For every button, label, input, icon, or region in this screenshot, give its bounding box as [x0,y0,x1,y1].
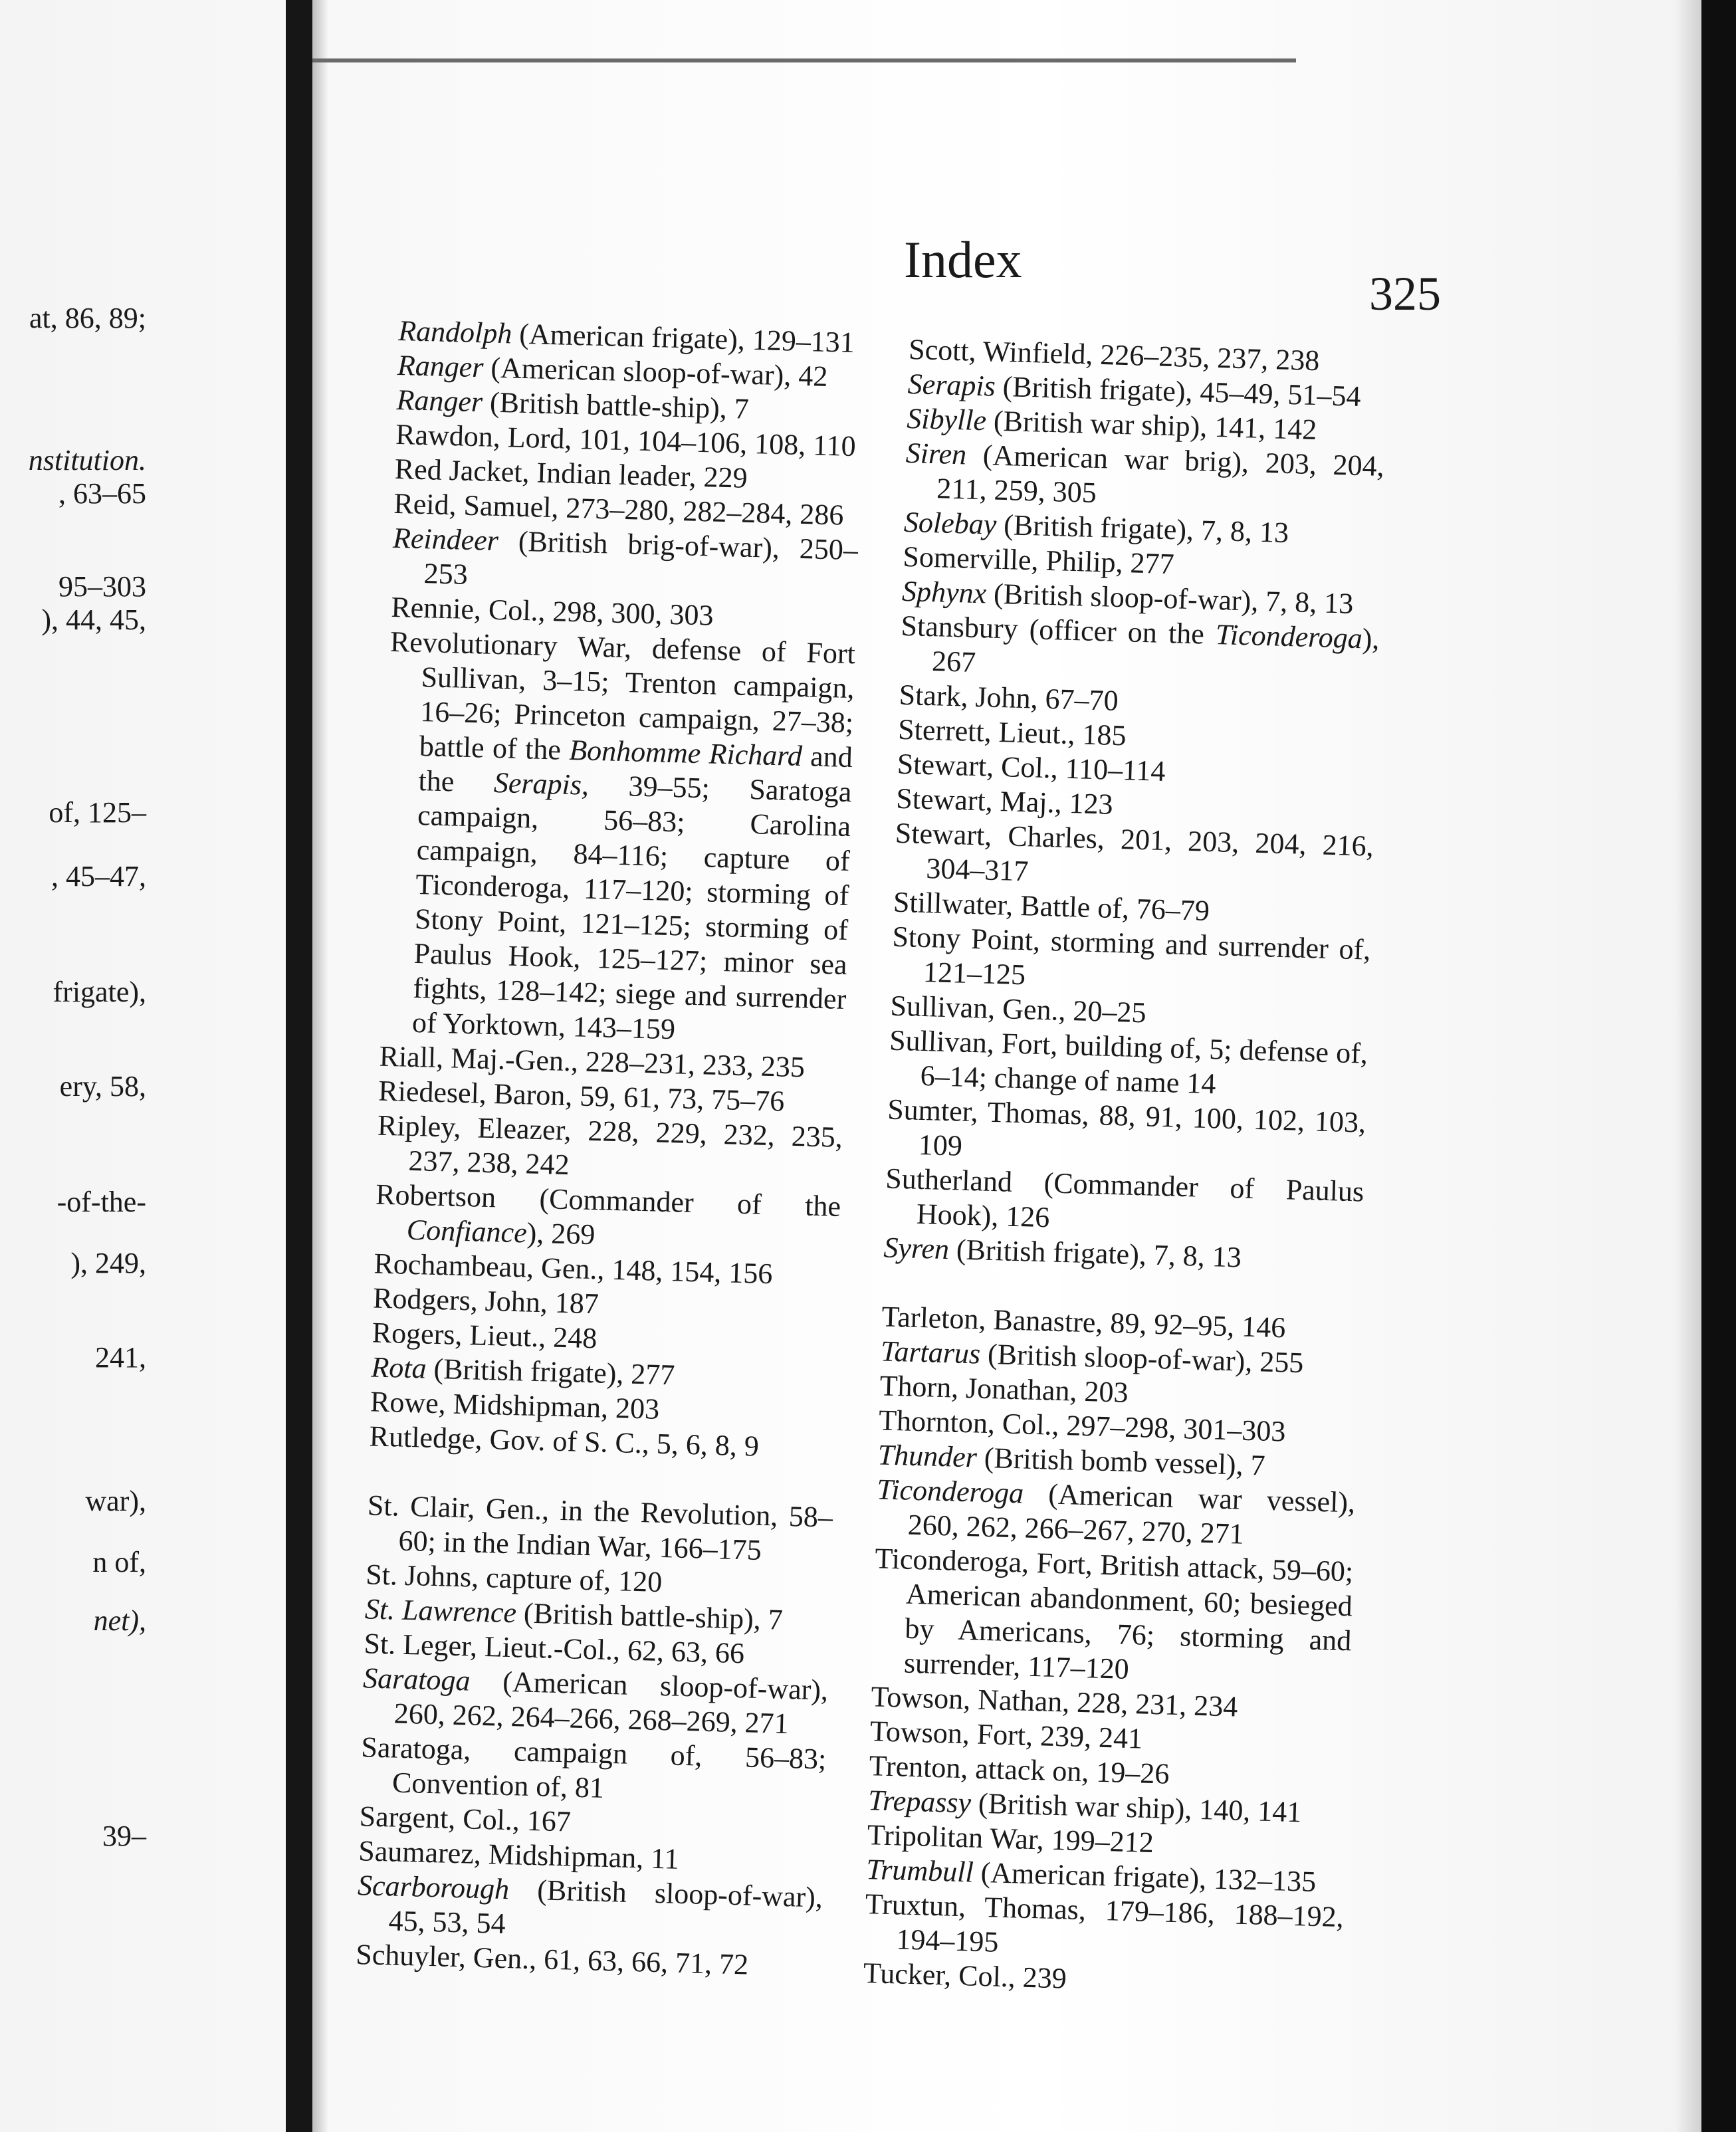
left-fragment-line: nstitution. [28,444,146,477]
index-entry-heading: Trumbull [865,1853,974,1889]
index-entry-heading: Scott, Winfield, [908,332,1094,371]
index-entry-locators: 203 [607,1391,660,1426]
index-entry [391,521,858,602]
index-entry-locators: 61, 63, 66, 71, 72 [536,1943,749,1981]
left-fragment-line: war), [85,1485,146,1517]
index-entry-locators: (British battle-ship), 7 [516,1596,784,1636]
index-entry-heading: Tartarus [880,1334,981,1370]
index-entry [886,1093,1366,1175]
index-entry-heading: Stillwater, [893,885,1014,922]
index-entry-text: ), 267 [931,622,1380,679]
index-entry-locators: 239 [1015,1961,1067,1995]
index-entry-locators: (British frigate), 7, 8, 13 [996,508,1289,550]
index-entry-heading: Stony Point, [891,920,1041,957]
index-entry-locators: (British sloop-of-war), 7, 8, 13 [986,577,1354,620]
left-fragment-line: 39– [102,1820,146,1852]
index-entry-heading: Stewart, Charles, [895,816,1105,855]
book-gutter [286,0,312,2132]
index-entry-heading: Tucker, Col., [863,1957,1016,1994]
left-fragment-line: of, 125– [49,796,146,829]
index-entry-heading: Sumter, Thomas, [887,1093,1090,1132]
index-entry [380,625,855,1051]
index-entry [360,1730,826,1811]
index-entry-locators: 228–231, 233, 235 [578,1045,806,1084]
index-entry [362,1661,828,1742]
index-entry-heading: Saratoga [362,1661,471,1697]
index-entry-locators: 228, 229, 232, 235, 237, 238, 242 [408,1114,843,1182]
index-entry-locators: 187 [547,1286,599,1321]
index-entry-locators: (American sloop-of-war), 42 [483,351,828,393]
index-entry-heading: Ticonderoga, Fort, [874,1542,1093,1581]
index-entry-locators: 239, 241 [1032,1719,1143,1755]
index-entry-heading: Thunder [877,1438,978,1474]
index-entry-locators: (British battle-ship), 7 [482,385,750,425]
left-fragment-line: 241, [95,1341,146,1374]
index-entry-locators: 226–235, 237, 238 [1092,338,1321,377]
index-entry-locators: (American war vessel), 260, 262, 266–267, 270, 271 [907,1477,1356,1550]
index-entry-heading: Sutherland [885,1162,1013,1198]
index-entry-locators: (British brig-of-war), 250–253 [423,524,859,591]
index-entry-locators: 110–114 [1057,752,1166,788]
index-entry-locators: 5, 6, 8, 9 [649,1427,760,1463]
index-entry-heading: Rennie, Col., [390,590,546,627]
index-entry-heading: Reid, Samuel, [393,486,560,524]
index-entry-locators: (British war ship), 140, 141 [970,1786,1302,1829]
index-entry-text: Bonhomme Richard [568,733,803,773]
index-entry-heading: Rochambeau, Gen., [373,1247,605,1286]
page-title: Index [904,231,1022,288]
index-entry-heading: St. Lawrence [364,1592,517,1630]
index-entry-heading: Stark, John, [899,678,1039,715]
index-entry [875,1472,1356,1554]
index-entry-locators: storming and surrender of, 121–125 [922,924,1372,992]
index-entry-locators: (American sloop-of-war), 260, 262, 264–266, 268–269, 271 [393,1664,829,1741]
index-entry-heading: Randolph [397,314,513,350]
index-entry [899,609,1380,691]
index-entry-locators: 67–70 [1037,682,1119,717]
index-entry-heading: Trepassy [867,1784,972,1820]
index-entry-heading: Ripley, Eleazer, [377,1109,572,1147]
index-entry-heading: Tarleton, Banastre, [881,1300,1104,1339]
index-entry-locators: (American frigate), 132–135 [973,1856,1317,1898]
index-entry-heading: Ranger [397,348,485,384]
index-entry-locators: 199–212 [1043,1823,1154,1860]
index-entry-heading: Stewart, Col., [897,747,1059,785]
index-column-left [356,314,864,1984]
index-entry-text: Confiance [406,1213,528,1249]
index-entry-heading: Ticonderoga [876,1473,1024,1510]
right-scan-border [1701,0,1736,2132]
left-fragment-line: -of-the- [56,1186,146,1218]
index-entry-heading: Saumarez, Midshipman, [358,1834,644,1875]
index-entry [894,816,1374,899]
index-entry-locators: (American war brig), 203, 204, 211, 259, 305 [936,438,1385,509]
index-entry-heading: Sterrett, Lieut., [897,712,1076,751]
index-entry [905,436,1385,518]
index-entry-locators: 59, 61, 73, 75–76 [572,1079,785,1118]
index-entry-text: defense of Fort Sullivan, 3–15; Trenton campaign, 16–26; Princeton campaign, 27–38; battle of the [419,631,856,766]
index-entry-text: 39–55; Saratoga campaign, 56–83; Carolina campaign, 84–116; capture of Ticonderoga, 117–120; storming of Stony Point, 121–125; storming of Paulus Hook, 125–127; minor sea fights, 128–142; siege and surrender of Yorktown, 143–159 [411,768,853,1046]
index-entry-locators: (British bomb vessel), 7 [976,1441,1266,1482]
index-entry-locators: (British sloop-of-war), 45, 53, 54 [388,1873,823,1941]
index-entry-locators: 298, 300, 303 [544,594,714,632]
index-entry-locators: capture of, 120 [478,1560,663,1599]
page-number: 325 [1369,267,1441,320]
index-entry-heading: Stewart, Maj., [895,782,1063,819]
index-entry-text: (officer on the [1017,612,1216,651]
index-entry-heading: Towson, Nathan, [870,1680,1070,1719]
index-entry-heading: Sphynx [901,574,987,610]
index-entry-locators: 123 [1061,786,1114,821]
index-entry-heading: Sibylle [906,401,987,437]
index-entry-heading: Riedesel, Baron, [378,1074,573,1113]
index-entry-heading: Saratoga, [360,1731,472,1766]
index-entry-heading: Riall, Maj.-Gen., [379,1039,579,1078]
index-entry-locators: (British war ship), 141, 142 [986,404,1317,447]
index-entry-heading: Rutledge, Gov. of S. C., [369,1420,650,1460]
index-entry-heading: St. Clair, Gen., [367,1489,550,1527]
left-fragment-line: ), 249, [70,1247,146,1279]
left-fragment-line: , 45–47, [51,860,146,893]
index-entry-heading: Sullivan, Gen., [890,989,1067,1027]
index-entry [888,1023,1368,1106]
index-entry-heading: Schuyler, Gen., [355,1938,537,1976]
index-entry-locators: attack on, 19–26 [967,1752,1170,1790]
index-entry [376,1109,843,1190]
index-entry-locators: 277 [1122,546,1175,581]
index-entry-heading: Stansbury [900,609,1019,645]
index-entry-locators: 11 [643,1842,680,1875]
index-entry [366,1488,833,1569]
index-entry-locators: (British frigate), 277 [425,1352,676,1392]
index-entry-text: and the [417,740,853,799]
index-entry-locators: 228, 231, 234 [1069,1685,1238,1723]
index-entry-locators: 201, 203, 204, 216, 304–317 [925,822,1374,888]
index-entry-locators: 185 [1074,718,1127,752]
index-entry-heading: Solebay [903,505,997,541]
index-entry-heading: Somerville, Philip, [902,540,1124,580]
index-entry-heading: Serapis [907,367,996,403]
index-entry [356,1868,823,1949]
index-entry-heading: Sargent, Col., [359,1800,520,1837]
left-fragment-line: 95–303 [58,570,146,603]
index-entry-heading: Siren [905,436,967,471]
index-entry-locators: in the Revolution, 58–60; in the Indian War, 166–175 [398,1493,833,1566]
index-entry-locators: building of, 5; defense of, 6–14; change of name 14 [920,1028,1368,1101]
index-entry-heading: Rodgers, John, [372,1281,548,1319]
index-column-right [863,332,1387,2004]
index-entry-locators: British attack, 59–60; American abandonment, 60; besieged by Americans, 76; storming and surrender, 117–120 [903,1548,1354,1686]
left-fragment-line: ), 44, 45, [41,603,146,636]
index-entry-locators: Battle of, 76–79 [1012,889,1210,927]
index-entry-heading: Reindeer [392,521,499,558]
index-entry [891,920,1371,1002]
index-entry-locators: 88, 91, 100, 102, 103, 109 [918,1099,1366,1162]
index-entry [871,1541,1354,1693]
index-entry-locators: 273–280, 282–284, 286 [558,491,845,532]
index-entry-heading: Scarborough [357,1869,510,1906]
left-fragment-line: , 63–65 [58,477,146,510]
index-entry-locators: 203 [1076,1374,1129,1409]
index-entry-locators: 148, 154, 156 [603,1253,774,1291]
index-entry-locators: 20–25 [1065,994,1147,1029]
index-entry-heading: Rowe, Midshipman, [370,1385,609,1424]
index-entry-locators: 101, 104–106, 108, 110 [571,422,857,463]
index-entry-locators: (Commander of Paulus Hook), 126 [916,1165,1364,1234]
gutter-shadow [312,0,328,2132]
index-entry-heading: Robertson [375,1178,496,1214]
top-edge-rule [312,58,1296,62]
left-page-fragment [0,0,286,2132]
index-entry-text: Serapis, [493,766,590,801]
index-entry-heading: Red Jacket, [394,452,530,489]
left-fragment-line: at, 86, 89; [29,302,146,334]
index-entry-text: (Commander of the [495,1181,841,1223]
left-fragment-line: ery, 58, [59,1070,146,1103]
index-entry-locators: (British frigate), 7, 8, 13 [948,1233,1242,1274]
index-entry [374,1178,841,1259]
index-entry-locators: 297–298, 301–303 [1058,1408,1287,1448]
index-entry-heading: Rawdon, Lord, [395,417,572,455]
index-entry-heading: Rogers, Lieut., [372,1316,546,1354]
index-entry-locators: (British sloop-of-war), 255 [980,1337,1305,1380]
index-entry-heading: St. Leger, Lieut.-Col., [363,1627,621,1667]
index-entry-locators: 179–186, 188–192, 194–195 [895,1893,1345,1959]
left-fragment-line: net), [93,1604,146,1637]
index-entry-locators: 89, 92–95, 146 [1102,1306,1286,1344]
index-entry-heading: Rota [370,1350,427,1385]
left-fragment-line: frigate), [53,976,146,1008]
index-entry-text: Ticonderoga [1215,618,1363,655]
index-entry-text: ), 269 [526,1216,596,1251]
index-entry-heading: Towson, Fort, [869,1715,1033,1753]
index-entry-heading: Truxtun, Thomas, [865,1887,1087,1927]
index-entry-heading: Thorn, Jonathan, [879,1369,1078,1408]
index-entry [864,1887,1345,1969]
index-entry-locators: 62, 63, 66 [619,1634,745,1670]
index-entry-heading: St. Johns, [365,1558,479,1594]
index-entry-heading: Thornton, Col., [878,1404,1060,1441]
index-entry-heading: Tripolitan War, [867,1818,1045,1856]
index-entry-locators: campaign of, 56–83; Convention of, 81 [391,1733,827,1804]
index-entry-locators: (British frigate), 45–49, 51–54 [995,370,1362,413]
index-entry-locators: Indian leader, 229 [528,456,748,494]
index-entry-locators: (American frigate), 129–131 [511,317,855,359]
index-entry-heading: Syren [883,1231,950,1266]
index-entry-heading: Ranger [395,383,483,419]
index-entry-heading: Revolutionary War, [389,625,632,665]
index-entry-locators: 167 [519,1804,572,1838]
index-entry-locators: 248 [545,1321,597,1355]
index-entry-heading: Sullivan, Fort, [889,1023,1059,1061]
left-fragment-line: n of, [92,1546,146,1578]
index-entry-heading: Trenton, [869,1749,969,1785]
right-edge-shadow [1675,0,1701,2132]
index-entry [884,1162,1364,1244]
